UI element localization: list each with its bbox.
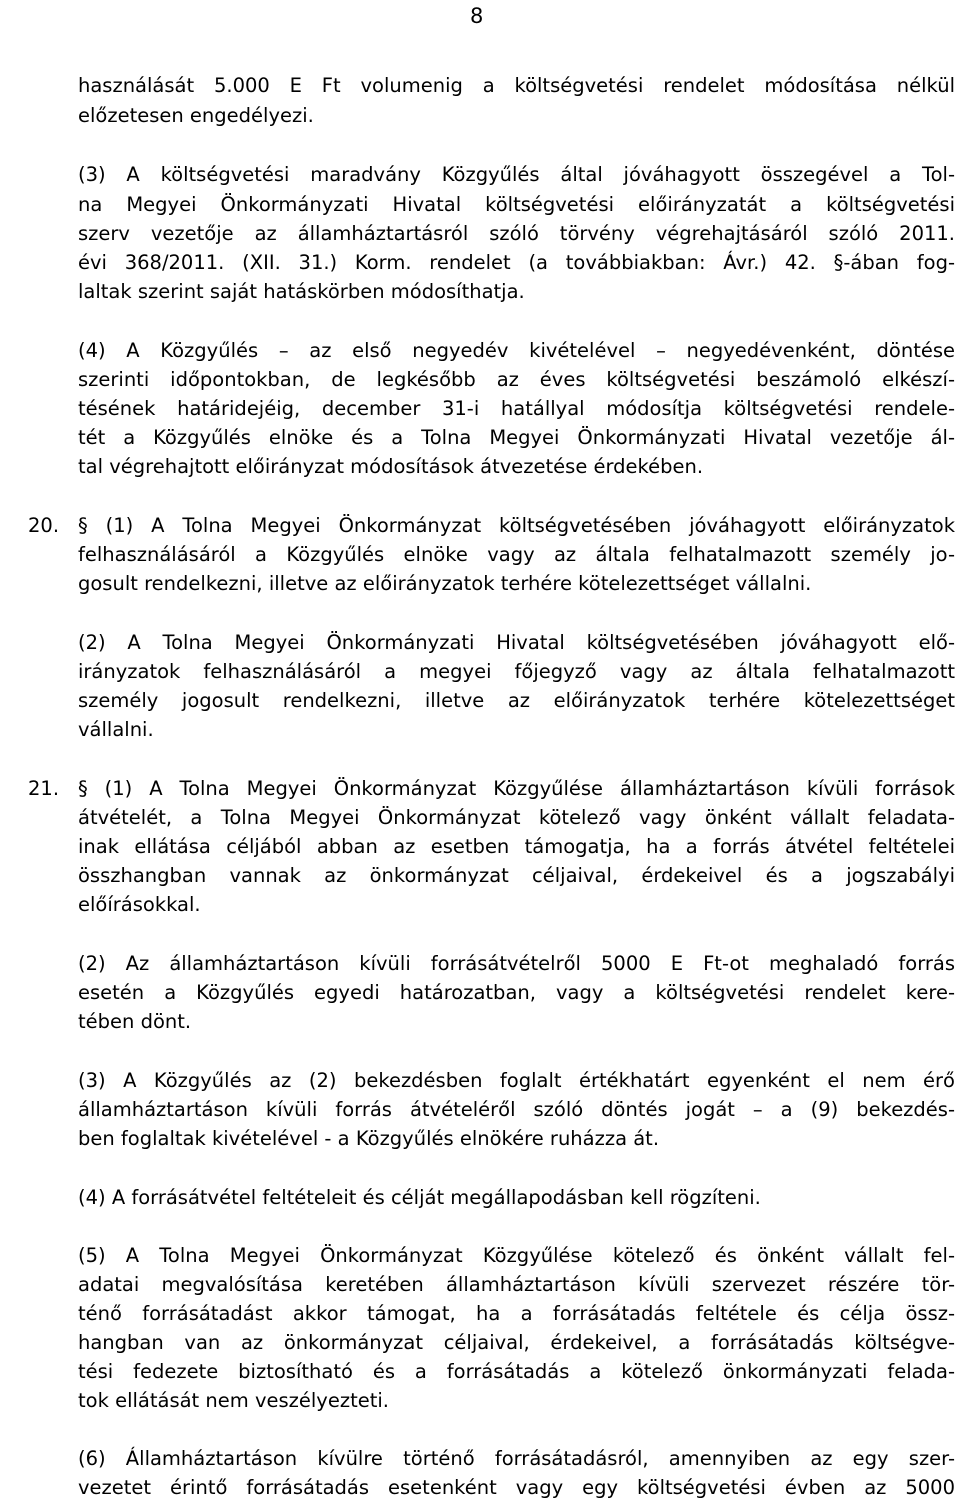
section-number: 20. xyxy=(28,514,60,537)
text-line: tési fedezete biztosítható és a forrásátadás a kötelező önkormányzati felada- xyxy=(78,1360,955,1383)
text-line: évi 368/2011. (XII. 31.) Korm. rendelet (a továbbiakban: Ávr.) 42. §-ában fog- xyxy=(78,251,955,274)
text-line: inak ellátása céljából abban az esetben támogatja, ha a forrás átvétel feltételei xyxy=(78,835,955,858)
text-line: (4) A forrásátvétel feltételeit és célját megállapodásban kell rögzíteni. xyxy=(78,1186,761,1209)
text-line: felhasználásáról a Közgyűlés elnöke vagy az általa felhatalmazott személy jo- xyxy=(78,543,955,566)
text-line: ben foglaltak kivételével - a Közgyűlés elnökére ruházza át. xyxy=(78,1127,660,1150)
text-line: hangban van az önkormányzat céljaival, érdekeivel, a forrásátadás költségve- xyxy=(78,1331,955,1354)
text-line: előírásokkal. xyxy=(78,893,201,916)
text-line: államháztartáson kívüli forrás átvételéről szóló döntés jogát – a (9) bekezdés- xyxy=(78,1098,955,1121)
text-line: (3) A költségvetési maradvány Közgyűlés által jóváhagyott összegével a Tol- xyxy=(78,163,955,186)
page-number: 8 xyxy=(470,4,484,28)
text-line: (2) Az államháztartáson kívüli forrásátvételről 5000 E Ft-ot meghaladó forrás xyxy=(78,952,955,975)
text-line: tében dönt. xyxy=(78,1010,192,1033)
text-line: vezetet érintő forrásátadás esetenként vagy egy költségvetési évben az 5000 xyxy=(78,1476,955,1499)
text-line: (2) A Tolna Megyei Önkormányzati Hivatal költségvetésében jóváhagyott elő- xyxy=(78,631,955,654)
text-line: tok ellátását nem veszélyezteti. xyxy=(78,1389,389,1412)
text-line: § (1) A Tolna Megyei Önkormányzat költségvetésében jóváhagyott előirányzatok xyxy=(78,514,955,537)
text-line: ténő forrásátadást akkor támogat, ha a forrásátadás feltétele és célja össz- xyxy=(78,1302,955,1325)
text-line: irányzatok felhasználásáról a megyei főjegyző vagy az általa felhatalmazott xyxy=(78,660,955,683)
text-line: tét a Közgyűlés elnöke és a Tolna Megyei Önkormányzati Hivatal vezetője ál- xyxy=(78,426,955,449)
text-line: na Megyei Önkormányzati Hivatal költségvetési előirányzatát a költségvetési xyxy=(78,193,955,216)
text-line: vállalni. xyxy=(78,718,154,741)
text-line: összhangban vannak az önkormányzat céljaival, érdekeivel és a jogszabályi xyxy=(78,864,955,887)
text-line: tal végrehajtott előirányzat módosítások átvezetése érdekében. xyxy=(78,455,704,478)
text-line: esetén a Közgyűlés egyedi határozatban, vagy a költségvetési rendelet kere- xyxy=(78,981,955,1004)
text-line: (3) A Közgyűlés az (2) bekezdésben foglalt értékhatárt egyenként el nem érő xyxy=(78,1069,955,1092)
text-line: átvételét, a Tolna Megyei Önkormányzat kötelező vagy önként vállalt feladata- xyxy=(78,806,955,829)
text-line: személy jogosult rendelkezni, illetve az előirányzatok terhére kötelezettséget xyxy=(78,689,955,712)
text-line: szerinti időpontokban, de legkésőbb az éves költségvetési beszámoló elkészí- xyxy=(78,368,955,391)
text-line: tésének határidejéig, december 31-i hatállyal módosítja költségvetési rendele- xyxy=(78,397,955,420)
text-line: adatai megvalósítása keretében államháztartáson kívüli szervezet részére tör- xyxy=(78,1273,955,1296)
text-line: (5) A Tolna Megyei Önkormányzat Közgyűlése kötelező és önként vállalt fel- xyxy=(78,1244,955,1267)
text-line: előzetesen engedélyezi. xyxy=(78,104,314,127)
text-line: (6) Államháztartáson kívülre történő forrásátadásról, amennyiben az egy szer- xyxy=(78,1447,955,1470)
text-line: gosult rendelkezni, illetve az előirányzatok terhére kötelezettséget vállalni. xyxy=(78,572,812,595)
text-line: § (1) A Tolna Megyei Önkormányzat Közgyűlése államháztartáson kívüli források xyxy=(78,777,955,800)
text-line: (4) A Közgyűlés – az első negyedév kivételével – negyedévenként, döntése xyxy=(78,339,955,362)
text-line: laltak szerint saját hatáskörben módosíthatja. xyxy=(78,280,525,303)
section-number: 21. xyxy=(28,777,60,800)
text-line: használását 5.000 E Ft volumenig a költségvetési rendelet módosítása nélkül xyxy=(78,74,955,97)
text-line: szerv vezetője az államháztartásról szóló törvény végrehajtásáról szóló 2011. xyxy=(78,222,955,245)
